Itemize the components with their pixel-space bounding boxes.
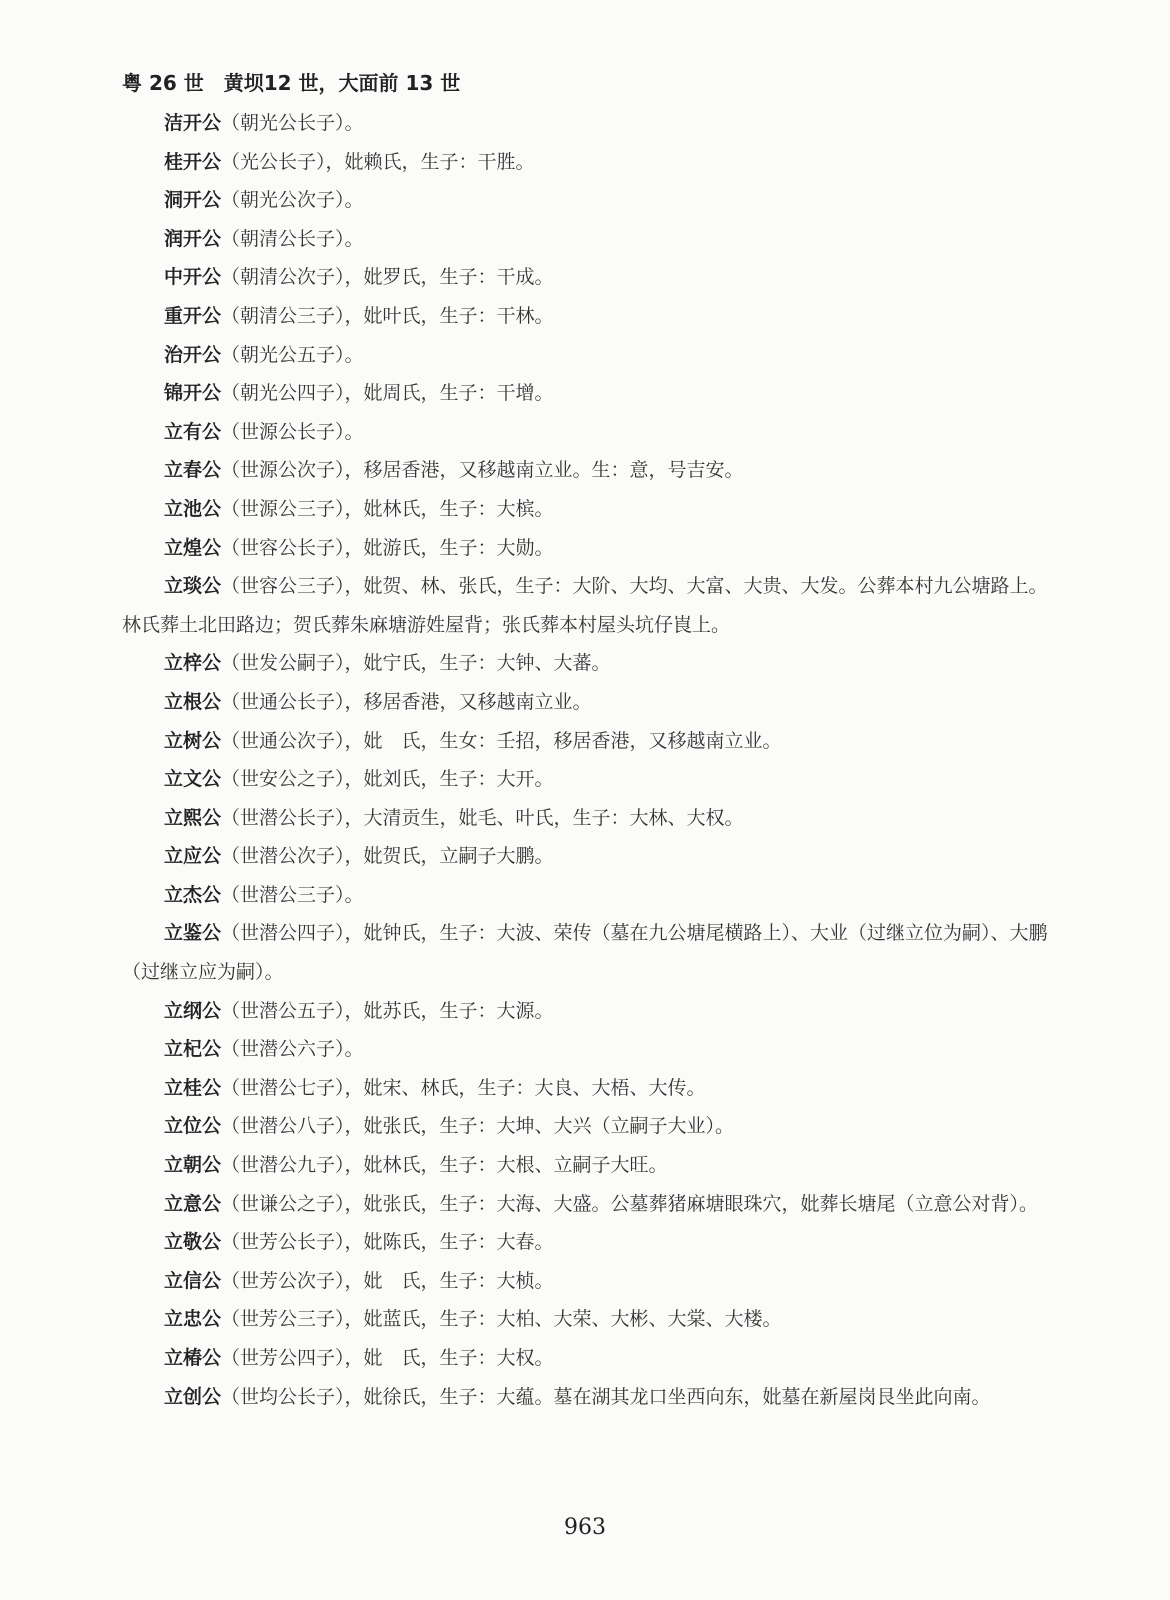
entry-text: （朝清公长子）。 xyxy=(221,227,364,250)
entry-text: （世谦公之子），妣张氏，生子：大海、大盛。公墓葬猪麻塘眼珠穴，妣葬长塘尾（立意公对背）。 xyxy=(221,1192,1039,1215)
genealogy-entry xyxy=(122,297,1062,336)
entry-name: 立根公 xyxy=(164,690,222,713)
entry-text: （世发公嗣子），妣宁氏，生子：大钟、大蕃。 xyxy=(221,652,611,675)
genealogy-entry xyxy=(122,876,1062,915)
entry-text: （朝清公次子），妣罗氏，生子：干成。 xyxy=(221,266,554,289)
entry-name: 立桂公 xyxy=(164,1076,222,1099)
genealogy-entry xyxy=(122,181,1062,220)
entry-name: 立杞公 xyxy=(164,1038,222,1061)
genealogy-entry xyxy=(122,1339,1062,1378)
genealogy-entry xyxy=(122,1146,1062,1185)
genealogy-entry xyxy=(122,914,1062,991)
genealogy-entry xyxy=(122,490,1062,529)
entry-text: （朝光公次子）。 xyxy=(221,189,364,212)
genealogy-entry xyxy=(122,644,1062,683)
entry-text: （朝光公五子）。 xyxy=(221,343,364,366)
genealogy-entry xyxy=(122,722,1062,761)
entry-name: 立春公 xyxy=(164,459,222,482)
page-header: 粤 26 世 黄坝12 世，大面前 13 世 xyxy=(122,71,461,95)
entry-text: （世潜公九子），妣林氏，生子：大根、立嗣子大旺。 xyxy=(221,1154,668,1177)
entry-name: 立文公 xyxy=(164,768,222,791)
genealogy-entry xyxy=(122,799,1062,838)
entry-name: 重开公 xyxy=(164,304,222,327)
entry-name: 立煌公 xyxy=(164,536,222,559)
entry-text: （世均公长子），妣徐氏，生子：大蕴。墓在湖其龙口坐西向东，妣墓在新屋岗艮坐此向南。 xyxy=(221,1385,991,1408)
entry-text: （世源公次子），移居香港，又移越南立业。生：意，号吉安。 xyxy=(221,459,744,482)
genealogy-entries xyxy=(122,104,1062,1416)
genealogy-entry xyxy=(122,374,1062,413)
entry-text: （世源公长子）。 xyxy=(221,420,364,443)
entry-name: 立敬公 xyxy=(164,1231,222,1254)
entry-text: （世潜公七子），妣宋、林氏，生子：大良、大梧、大传。 xyxy=(221,1076,706,1099)
genealogy-entry xyxy=(122,837,1062,876)
entry-text: （世潜公四子），妣钟氏，生子：大波、荣传（墓在九公塘尾横路上）、大业（过继立位为嗣）、大鹏（过继立应为嗣）。 xyxy=(122,922,1048,984)
genealogy-entry xyxy=(122,336,1062,375)
entry-text: （世芳公次子），妣 氏，生子：大桢。 xyxy=(221,1269,554,1292)
entry-name: 锦开公 xyxy=(164,382,222,405)
entry-text: （世安公之子），妣刘氏，生子：大开。 xyxy=(221,768,554,791)
entry-text: （世潜公长子），大清贡生，妣毛、叶氏，生子：大林、大权。 xyxy=(221,806,744,829)
entry-name: 立朝公 xyxy=(164,1154,222,1177)
entry-text: （世芳公三子），妣蓝氏，生子：大柏、大荣、大彬、大棠、大楼。 xyxy=(221,1308,782,1331)
entry-text: （世容公三子），妣贺、林、张氏，生子：大阶、大均、大富、大贵、大发。公葬本村九公塘路上。林氏葬土北田路边；贺氏葬朱麻塘游姓屋背；张氏葬本村屋头坑仔崀上。 xyxy=(122,575,1048,636)
entry-name: 立创公 xyxy=(164,1385,222,1408)
entry-text: （世潜公次子），妣贺氏，立嗣子大鹏。 xyxy=(221,845,554,868)
entry-text: （世芳公四子），妣 氏，生子：大权。 xyxy=(221,1347,554,1369)
genealogy-entry xyxy=(122,760,1062,799)
genealogy-entry xyxy=(122,1378,1062,1417)
entry-name: 立椿公 xyxy=(164,1347,222,1369)
genealogy-entry xyxy=(122,413,1062,452)
genealogy-entry xyxy=(122,143,1062,182)
entry-text: （世通公长子），移居香港，又移越南立业。 xyxy=(221,690,592,713)
entry-name: 立杰公 xyxy=(164,883,222,906)
entry-text: （世潜公六子）。 xyxy=(221,1038,364,1061)
genealogy-entry xyxy=(122,992,1062,1031)
entry-name: 立信公 xyxy=(164,1269,222,1292)
genealogy-entry xyxy=(122,220,1062,259)
entry-name: 洁开公 xyxy=(164,112,222,134)
entry-text: （世容公长子），妣游氏，生子：大勋。 xyxy=(221,536,554,559)
entry-name: 立鉴公 xyxy=(164,922,222,945)
genealogy-entry xyxy=(122,258,1062,297)
genealogy-entry xyxy=(122,1069,1062,1108)
entry-text: （光公长子），妣赖氏，生子：干胜。 xyxy=(221,150,535,173)
entry-text: （朝清公三子），妣叶氏，生子：干林。 xyxy=(221,304,554,327)
entry-text: （世通公次子），妣 氏，生女：壬招，移居香港，又移越南立业。 xyxy=(221,729,782,752)
entry-text: （世芳公长子），妣陈氏，生子：大春。 xyxy=(221,1231,554,1254)
entry-text: （世源公三子），妣林氏，生子：大槟。 xyxy=(221,497,554,520)
entry-text: （世潜公八子），妣张氏，生子：大坤、大兴（立嗣子大业）。 xyxy=(221,1115,735,1138)
entry-name: 立忠公 xyxy=(164,1308,222,1331)
entry-text: （朝光公四子），妣周氏，生子：干增。 xyxy=(221,382,554,405)
entry-text: （世潜公五子），妣苏氏，生子：大源。 xyxy=(221,999,554,1022)
entry-name: 立意公 xyxy=(164,1192,222,1215)
genealogy-entry xyxy=(122,451,1062,490)
genealogy-entry xyxy=(122,567,1062,644)
entry-name: 立位公 xyxy=(164,1115,222,1138)
genealogy-entry xyxy=(122,529,1062,568)
entry-name: 洞开公 xyxy=(164,189,222,212)
entry-name: 立池公 xyxy=(164,497,222,520)
genealogy-entry xyxy=(122,104,1062,143)
genealogy-entry xyxy=(122,1185,1062,1224)
entry-name: 桂开公 xyxy=(164,150,222,173)
entry-name: 立树公 xyxy=(164,729,222,752)
entry-name: 立纲公 xyxy=(164,999,222,1022)
entry-name: 立有公 xyxy=(164,420,222,443)
page-number: 963 xyxy=(564,1515,606,1540)
entry-name: 中开公 xyxy=(164,266,222,289)
genealogy-entry xyxy=(122,1030,1062,1069)
entry-text: （朝光公长子）。 xyxy=(221,112,364,134)
genealogy-entry xyxy=(122,1223,1062,1262)
entry-name: 治开公 xyxy=(164,343,222,366)
genealogy-entry xyxy=(122,683,1062,722)
genealogy-entry xyxy=(122,1262,1062,1301)
genealogy-entry xyxy=(122,1300,1062,1339)
entry-text: （世潜公三子）。 xyxy=(221,883,364,906)
genealogy-entry xyxy=(122,1107,1062,1146)
entry-name: 润开公 xyxy=(164,227,222,250)
entry-name: 立琰公 xyxy=(164,575,222,598)
entry-name: 立应公 xyxy=(164,845,222,868)
entry-name: 立熙公 xyxy=(164,806,222,829)
entry-name: 立梓公 xyxy=(164,652,222,675)
